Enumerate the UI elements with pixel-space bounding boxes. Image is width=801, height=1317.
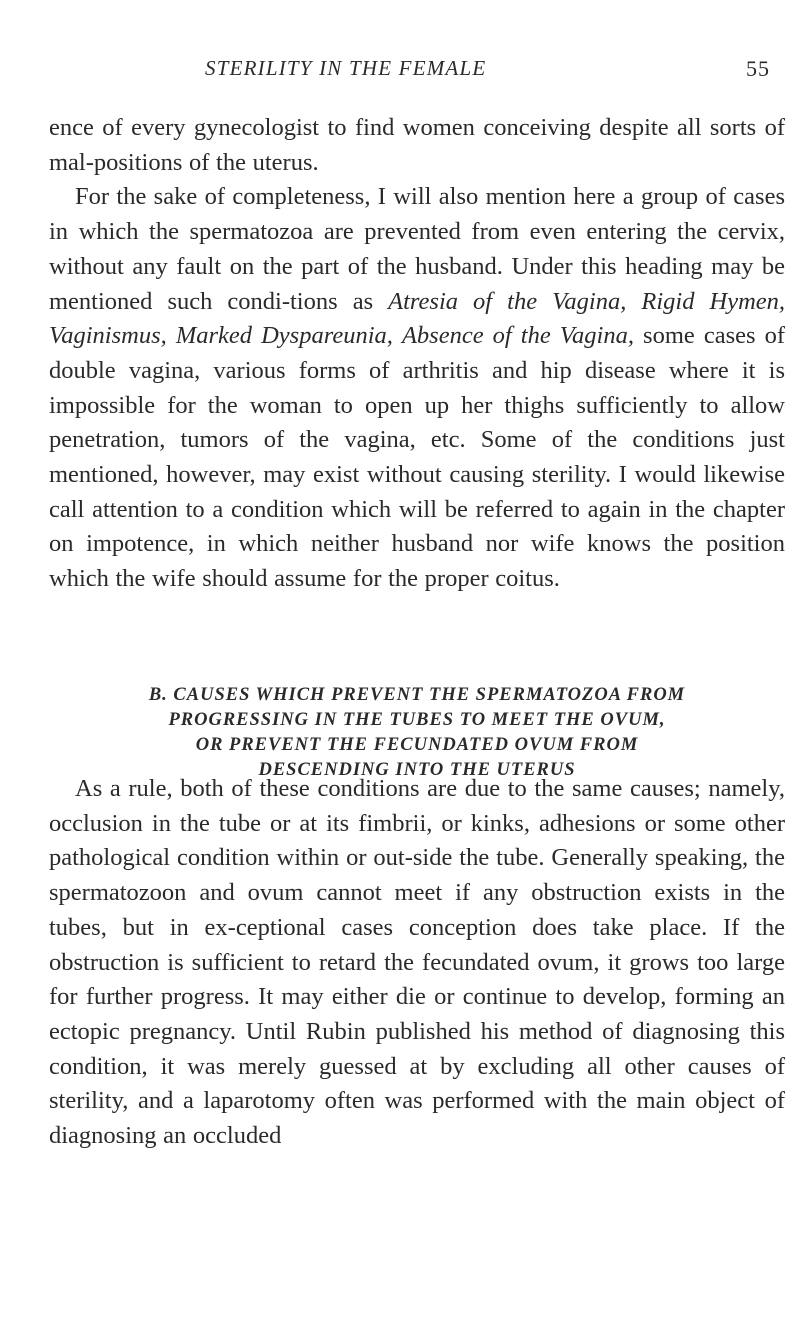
page-number: 55: [746, 56, 770, 81]
section-heading: [49, 683, 785, 783]
running-head: [0, 56, 801, 86]
term-absence: Absence of the Vagina,: [401, 322, 634, 350]
section-heading-line: B. CAUSES WHICH PREVENT THE SPERMATOZOA FROM: [148, 685, 686, 705]
body-text-upper: [49, 111, 785, 597]
section-heading-line: OR PREVENT THE FECUNDATED OVUM FROM: [195, 735, 639, 755]
paragraph-completeness: [49, 180, 785, 596]
term-rigid-hymen: Rigid Hymen,: [641, 287, 786, 315]
term-atresia: Atresia of the Vagina,: [388, 287, 627, 315]
paragraph-continuation: ence of every gynecologist to find women conceiving despite all sorts of mal-positions of the uterus.: [49, 114, 785, 176]
section-heading-line: DESCENDING INTO THE UTERUS: [258, 760, 576, 780]
paragraph-section-b: As a rule, both of these conditions are due to the same causes; namely, occlusion in the tube or at its fimbrii, or kinks, adhesions or some other pathological condition within or out-side the tube. Generally speaking, the spermatozoon and ovum cannot meet if any obstruction exists in the tubes, but in ex-ceptional cases conception does take place. If the obstruction is sufficient to retard the fecundated ovum, it grows too large for further progress. It may either die or continue to develop, forming an ectopic pregnancy. Until Rubin published his method of diagnosing this condition, it was merely guessed at by excluding all other causes of sterility, and a laparotomy often was performed with the main object of diagnosing an occluded: [49, 775, 785, 1150]
paragraph-text: For the sake of completeness, I will also mention here a group of cases in which the spermatozoa are prevented from even entering the cervix, without any fault on the part of the husband. Under this heading may be mentioned such condi-tions as: [49, 183, 785, 315]
term-dyspareunia: Marked Dyspareunia,: [175, 322, 393, 350]
running-title: STERILITY IN THE FEMALE: [205, 56, 487, 80]
section-heading-line: PROGRESSING IN THE TUBES TO MEET THE OVUM,: [168, 710, 666, 730]
term-vaginismus: Vaginismus,: [49, 322, 167, 350]
body-text-lower: [49, 772, 785, 1154]
paragraph-text: some cases of double vagina, various forms of arthritis and hip disease where it is impossible for the woman to open up her thighs sufficiently to allow penetration, tumors of the vagina, etc. Some of the conditions just mentioned, however, may exist without causing sterility. I would likewise call attention to a condition which will be referred to again in the chapter on impotence, in which neither husband nor wife knows the position which the wife should assume for the proper coitus.: [49, 322, 786, 593]
